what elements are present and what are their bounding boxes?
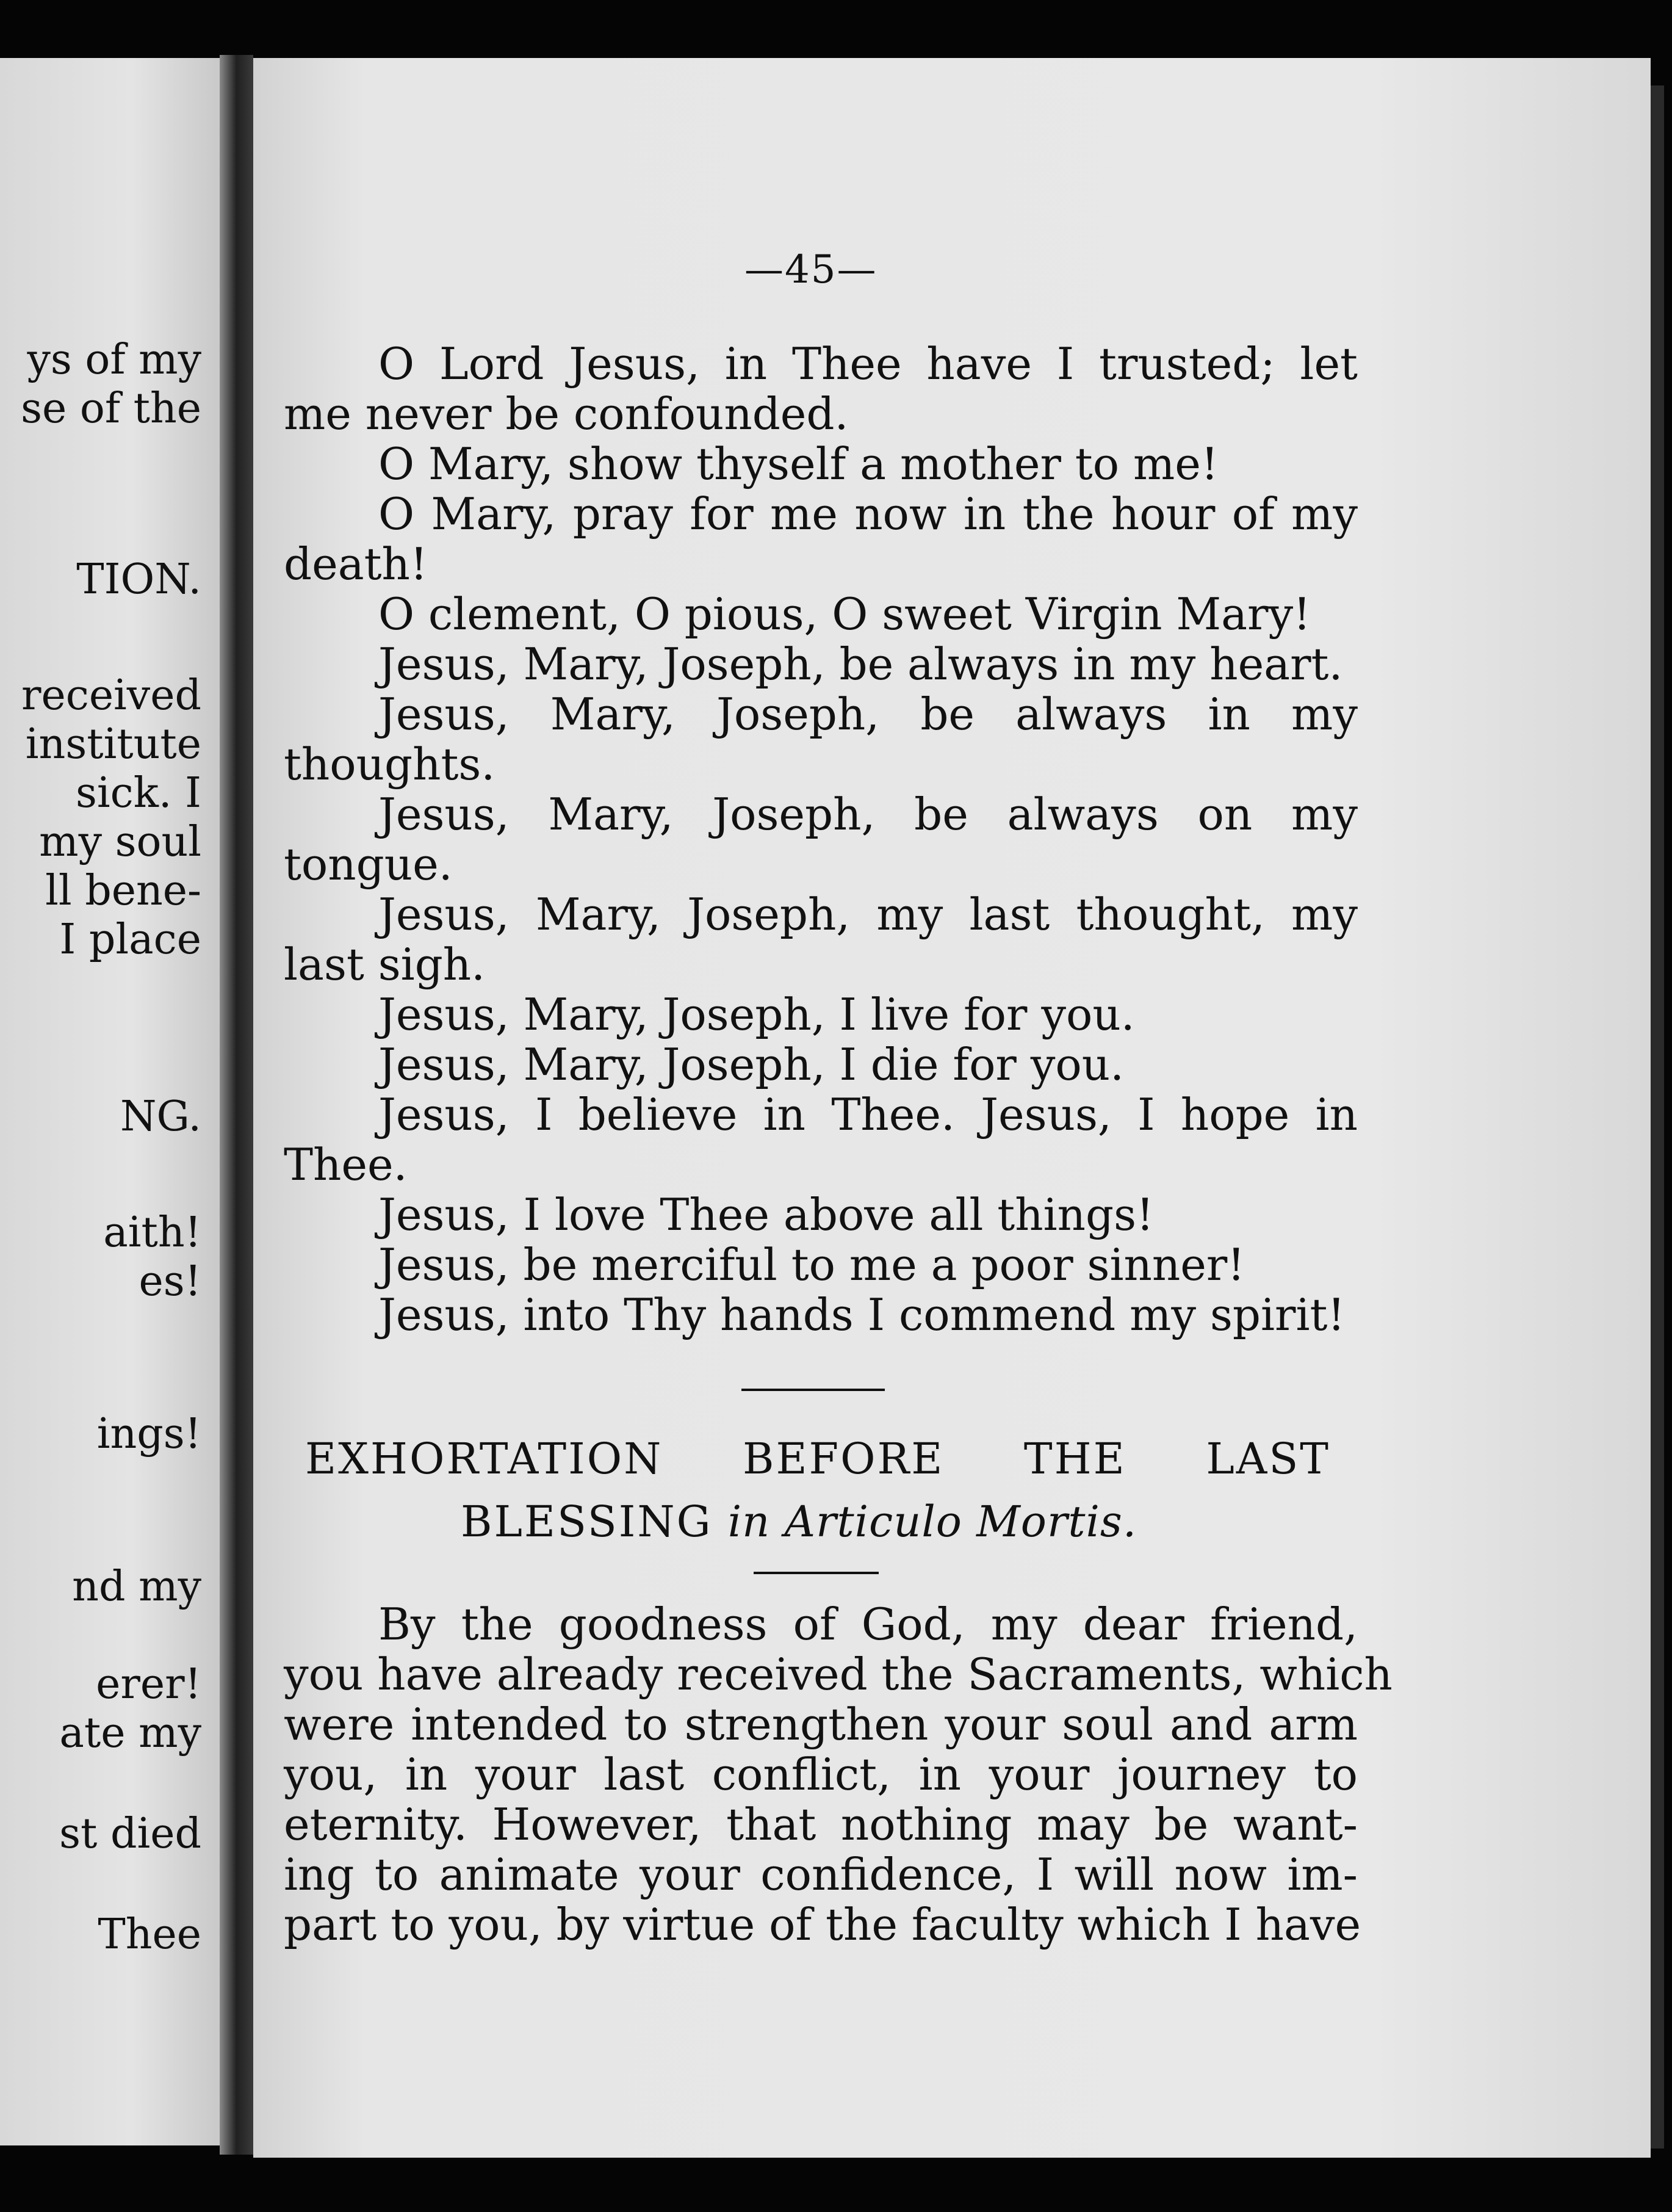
left-text-line: erer! [96,1660,201,1708]
left-text-line: Thee [98,1910,201,1959]
section-heading-line2 [461,1494,1137,1549]
prayer-line: tongue. [284,839,453,890]
left-text-line: my soul [39,818,201,866]
page-edge [1651,85,1664,2149]
prayer-line: Jesus, Mary, Joseph, be always in my [378,689,1358,740]
left-text-line: nd my [72,1563,201,1611]
prayer-line: Jesus, Mary, Joseph, I live for you. [378,989,1135,1040]
left-text-line: NG. [120,1093,201,1141]
prayer-line: Jesus, Mary, Joseph, I die for you. [378,1039,1124,1090]
left-text-line: ings! [96,1410,201,1458]
body-line: were intended to strengthen your soul and arm [284,1699,1358,1750]
prayer-line: Jesus, be merciful to me a poor sinner! [378,1239,1245,1290]
heading-underline [754,1572,879,1574]
prayer-line: Jesus, Mary, Joseph, be always on my [378,789,1358,840]
left-text-line: sick. I [75,769,201,817]
page-number: —45— [744,247,877,292]
left-text-line: ate my [59,1709,201,1757]
prayer-line: Jesus, Mary, Joseph, my last thought, my [378,889,1358,940]
body-line: ing to animate your confidence, I will now im- [284,1849,1358,1900]
left-text-line: received [21,671,201,720]
heading-main: BLESSING [461,1497,713,1547]
prayer-line: Jesus, Mary, Joseph, be always in my heart. [378,638,1343,690]
prayer-line: Jesus, into Thy hands I commend my spirit! [378,1289,1346,1340]
body-line: part to you, by virtue of the faculty which I have [284,1899,1361,1950]
body-line: eternity. However, that nothing may be want- [284,1799,1358,1850]
section-heading-line1: EXHORTATION BEFORE THE LAST [305,1434,1330,1484]
prayer-line: thoughts. [284,739,495,790]
heading-italic: in Articulo Mortis. [727,1497,1137,1547]
left-text-line: se of the [21,385,201,433]
left-page-fragment [0,58,220,2145]
left-text-line: I place [59,916,201,964]
left-text-line: es! [139,1257,201,1306]
prayer-line: Jesus, I love Thee above all things! [378,1189,1154,1240]
book-gutter [220,55,253,2155]
section-divider [741,1389,885,1391]
left-text-line: institute [25,720,201,768]
left-text-line: ll bene- [45,867,201,915]
body-line: you, in your last conflict, in your journey to [284,1749,1358,1800]
prayer-line: O Mary, show thyself a mother to me! [378,438,1219,490]
body-line: you have already received the Sacraments, which [284,1649,1393,1700]
left-text-line: TION. [76,555,201,604]
prayer-line: death! [284,538,428,590]
prayer-line: O clement, O pious, O sweet Virgin Mary! [378,588,1311,640]
prayer-line: Thee. [284,1139,408,1190]
body-line: By the goodness of God, my dear friend, [378,1599,1358,1650]
prayer-line: O Lord Jesus, in Thee have I trusted; let [378,338,1358,389]
prayer-line: Jesus, I believe in Thee. Jesus, I hope in [378,1089,1358,1140]
left-text-line: aith! [103,1209,201,1257]
prayer-line: last sigh. [284,939,486,990]
left-text-line: st died [59,1810,201,1858]
prayer-line: me never be confounded. [284,388,849,439]
prayer-line: O Mary, pray for me now in the hour of my [378,488,1358,540]
left-text-line: ys of my [27,336,201,384]
